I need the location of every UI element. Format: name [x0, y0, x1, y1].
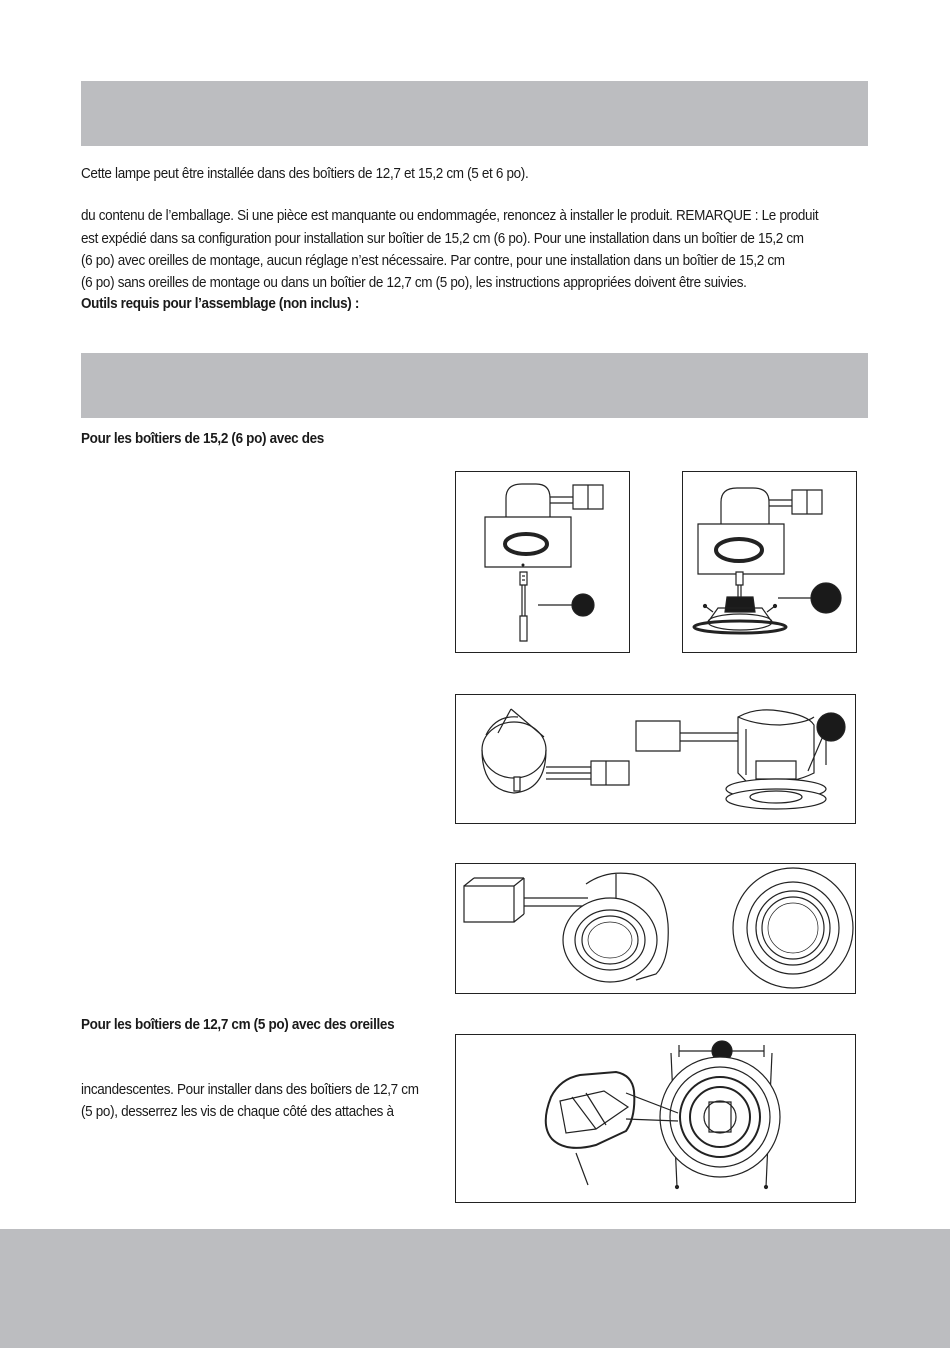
- figure-clip-detail: [455, 1034, 856, 1203]
- figure-can-housings: [455, 694, 856, 824]
- section-6po-heading: Pour les boîtiers de 15,2 (6 po) avec des: [81, 431, 324, 447]
- figure-fixture-front-view: [455, 863, 856, 994]
- section-header-band-2: [81, 353, 868, 418]
- intro-paragraph-line-3: (6 po) avec oreilles de montage, aucun réglage n’est nécessaire. Par contre, pour une installation dans un boîtier de 15,2 cm: [81, 253, 785, 269]
- figure-housing-socket: [455, 471, 630, 653]
- section-5po-heading: Pour les boîtiers de 12,7 cm (5 po) avec des oreilles: [81, 1017, 395, 1033]
- intro-paragraph-line-1: du contenu de l’emballage. Si une pièce est manquante ou endommagée, renoncez à installer le produit. REMARQUE : Le produit: [81, 208, 819, 224]
- section-header-band-1: [81, 81, 868, 146]
- section-5po-body-line-2: (5 po), desserrez les vis de chaque côté des attaches à: [81, 1104, 394, 1120]
- intro-line: Cette lampe peut être installée dans des boîtiers de 12,7 et 15,2 cm (5 et 6 po).: [81, 166, 529, 182]
- footer-band: [0, 1229, 950, 1348]
- tools-heading: Outils requis pour l’assemblage (non inclus) :: [81, 296, 359, 312]
- section-5po-body-line-1: incandescentes. Pour installer dans des boîtiers de 12,7 cm: [81, 1082, 419, 1098]
- figure-housing-trim: [682, 471, 857, 653]
- intro-paragraph-line-4: (6 po) sans oreilles de montage ou dans un boîtier de 12,7 cm (5 po), les instructions appropriées doivent être suivies.: [81, 275, 747, 291]
- intro-paragraph-line-2: est expédié dans sa configuration pour installation sur boîtier de 15,2 cm (6 po). Pour une installation dans un boîtier de 15,2 cm: [81, 231, 804, 247]
